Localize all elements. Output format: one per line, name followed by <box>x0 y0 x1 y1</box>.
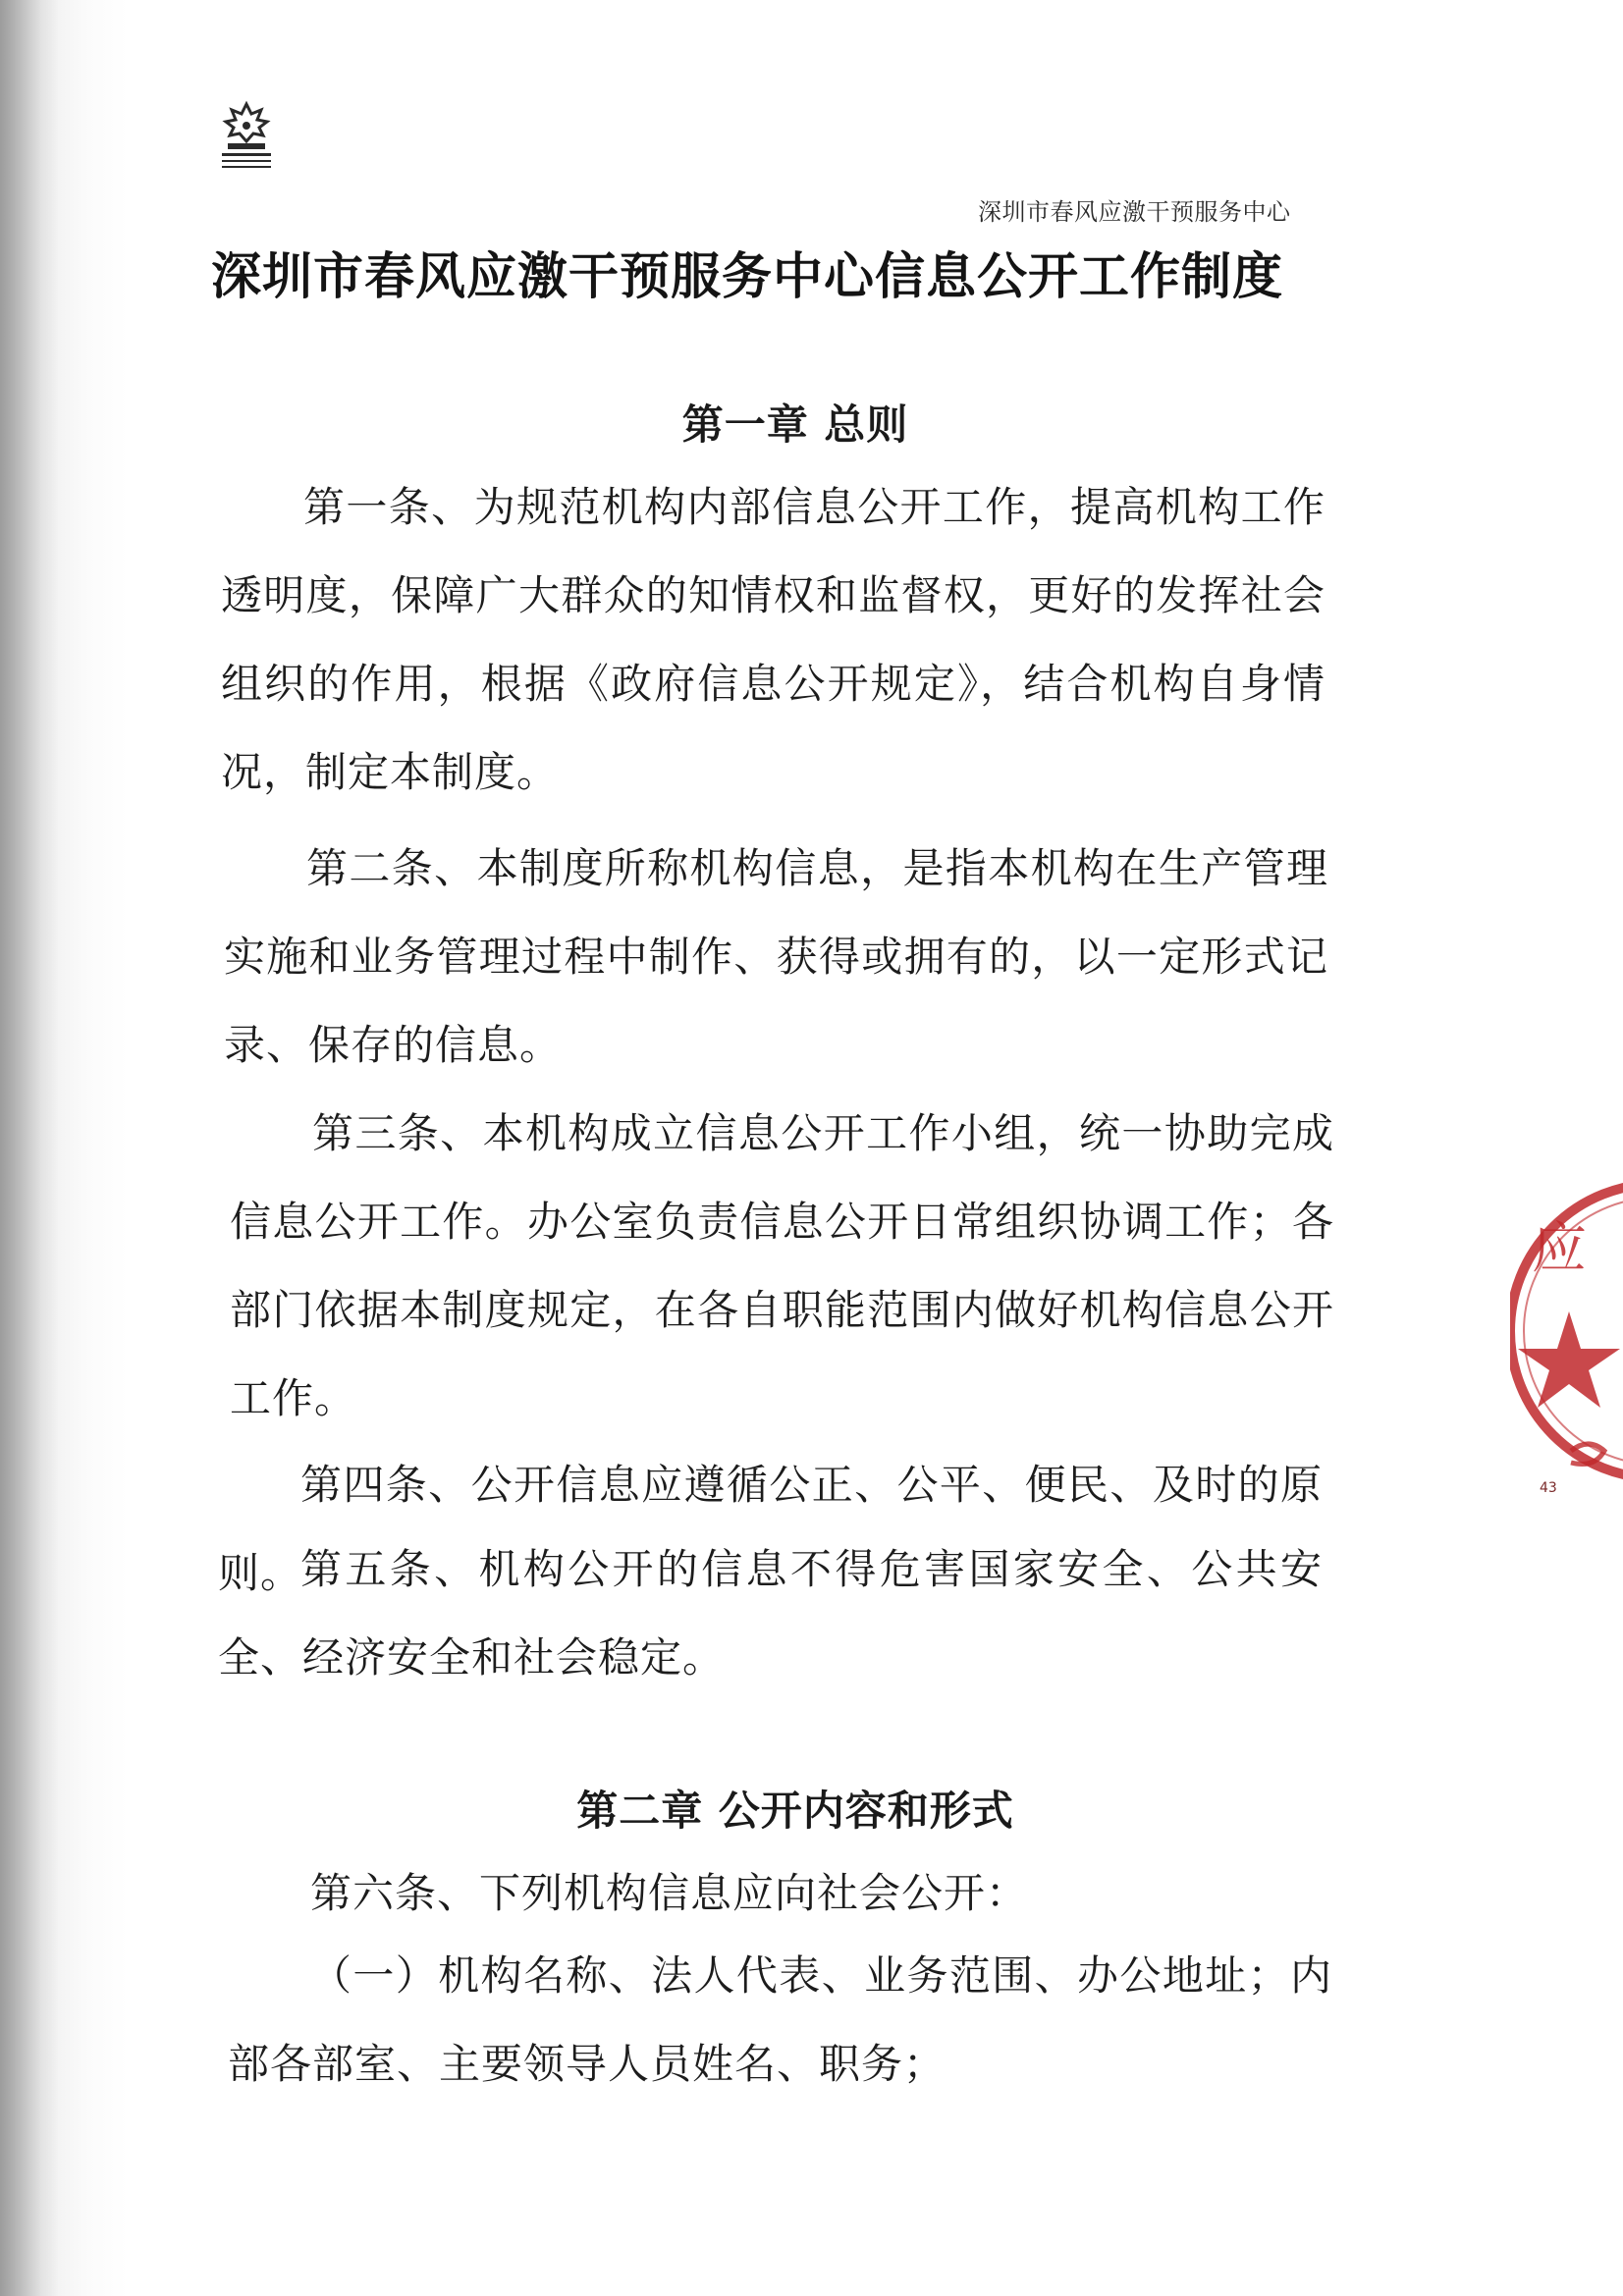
seal-character: 应 <box>1532 1217 1587 1281</box>
article-paragraph: 第六条、下列机构信息应向社会公开： <box>310 1869 1029 1917</box>
scan-binding-shadow <box>0 0 59 2296</box>
chapter-heading: 第二章 公开内容和形式 <box>576 1787 1014 1835</box>
article-paragraph: （一）机构名称、法人代表、业务范围、办公地址；内部各部室、主要领导人员姓名、职务； <box>228 1951 1332 2088</box>
article-paragraph: 第二条、本制度所称机构信息，是指本机构在生产管理实施和业务管理过程中制作、获得或拥有的，以一定形式记录、保存的信息。 <box>224 844 1328 1069</box>
chapter-heading: 第一章 总则 <box>681 400 909 449</box>
document-title: 深圳市春风应激干预服务中心信息公开工作制度 <box>211 248 1284 306</box>
partial-red-seal <box>1510 1174 1623 1508</box>
article-paragraph: 第五条、机构公开的信息不得危害国家安全、公共安全、经济安全和社会稳定。 <box>218 1545 1323 1682</box>
article-paragraph: 第一条、为规范机构内部信息公开工作，提高机构工作透明度，保障广大群众的知情权和监督权，更好的发挥社会组织的作用，根据《政府信息公开规定》，结合机构自身情况，制定本制度。 <box>221 483 1325 796</box>
organization-logo-icon <box>206 98 287 179</box>
article-paragraph: 第四条、公开信息应遵循公正、公平、便民、及时的原则。 <box>218 1461 1323 1597</box>
seal-digits: 43 <box>1540 1480 1557 1496</box>
article-paragraph: 第三条、本机构成立信息公开工作小组，统一协助完成信息公开工作。办公室负责信息公开日常组织协调工作；各部门依据本制度规定，在各自职能范围内做好机构信息公开工作。 <box>230 1109 1334 1422</box>
header-organization-name: 深圳市春风应激干预服务中心 <box>978 198 1291 226</box>
